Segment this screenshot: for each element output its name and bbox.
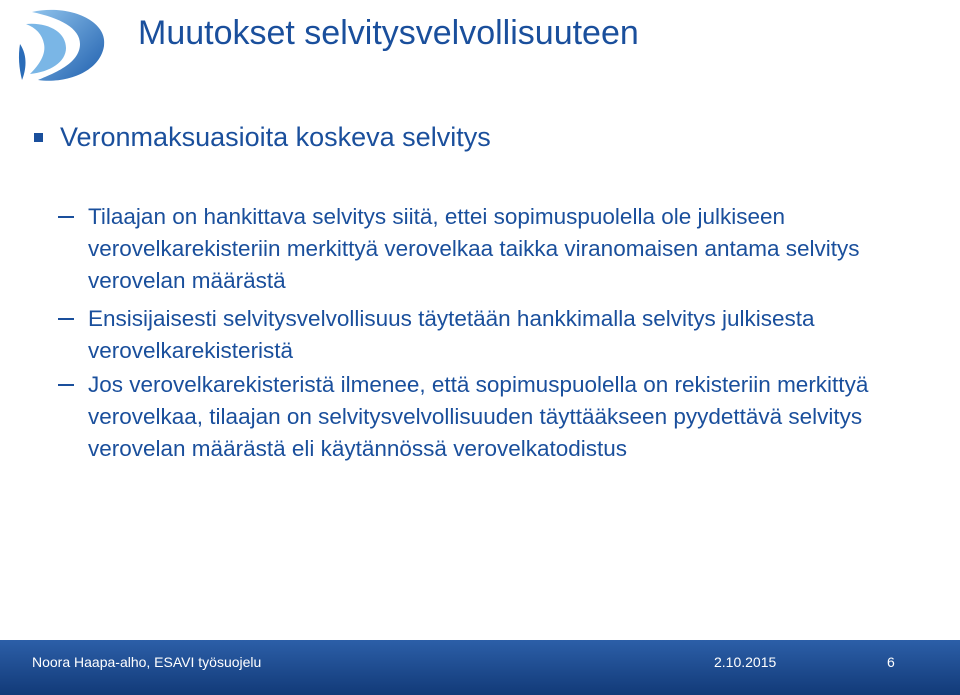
subbullet-3 — [88, 369, 938, 465]
dash-bullet-icon — [58, 318, 74, 320]
page-number: 6 — [887, 654, 895, 670]
subbullet-1 — [88, 201, 938, 297]
dash-bullet-icon — [58, 384, 74, 386]
slide-title: Muutokset selvitysvelvollisuuteen — [138, 14, 639, 52]
footer-bar — [0, 640, 960, 695]
subbullet-2 — [88, 303, 938, 367]
main-bullet-text: Veronmaksuasioita koskeva selvitys — [60, 122, 491, 152]
logo — [18, 4, 110, 86]
main-bullet — [34, 122, 491, 153]
footer-author: Noora Haapa-alho, ESAVI työsuojelu — [32, 654, 262, 670]
subbullet-3-text: Jos verovelkarekisteristä ilmenee, että sopimuspuolella on rekisteriin merkittyä verovelkaa, tilaajan on selvitysvelvollisuuden täyttääkseen pyydettävä selvitys verovelan määrästä eli käytännössä verovelkatodistus — [88, 372, 869, 461]
square-bullet-icon — [34, 133, 43, 142]
footer-date: 2.10.2015 — [714, 654, 777, 670]
subbullet-2-text: Ensisijaisesti selvitysvelvollisuus täytetään hankkimalla selvitys julkisesta verovelkarekisteristä — [88, 306, 815, 363]
subbullet-1-text: Tilaajan on hankittava selvitys siitä, ettei sopimuspuolella ole julkiseen verovelkarekisteriin merkittyä verovelkaa taikka viranomaisen antama selvitys verovelan määrästä — [88, 204, 860, 293]
dash-bullet-icon — [58, 216, 74, 218]
